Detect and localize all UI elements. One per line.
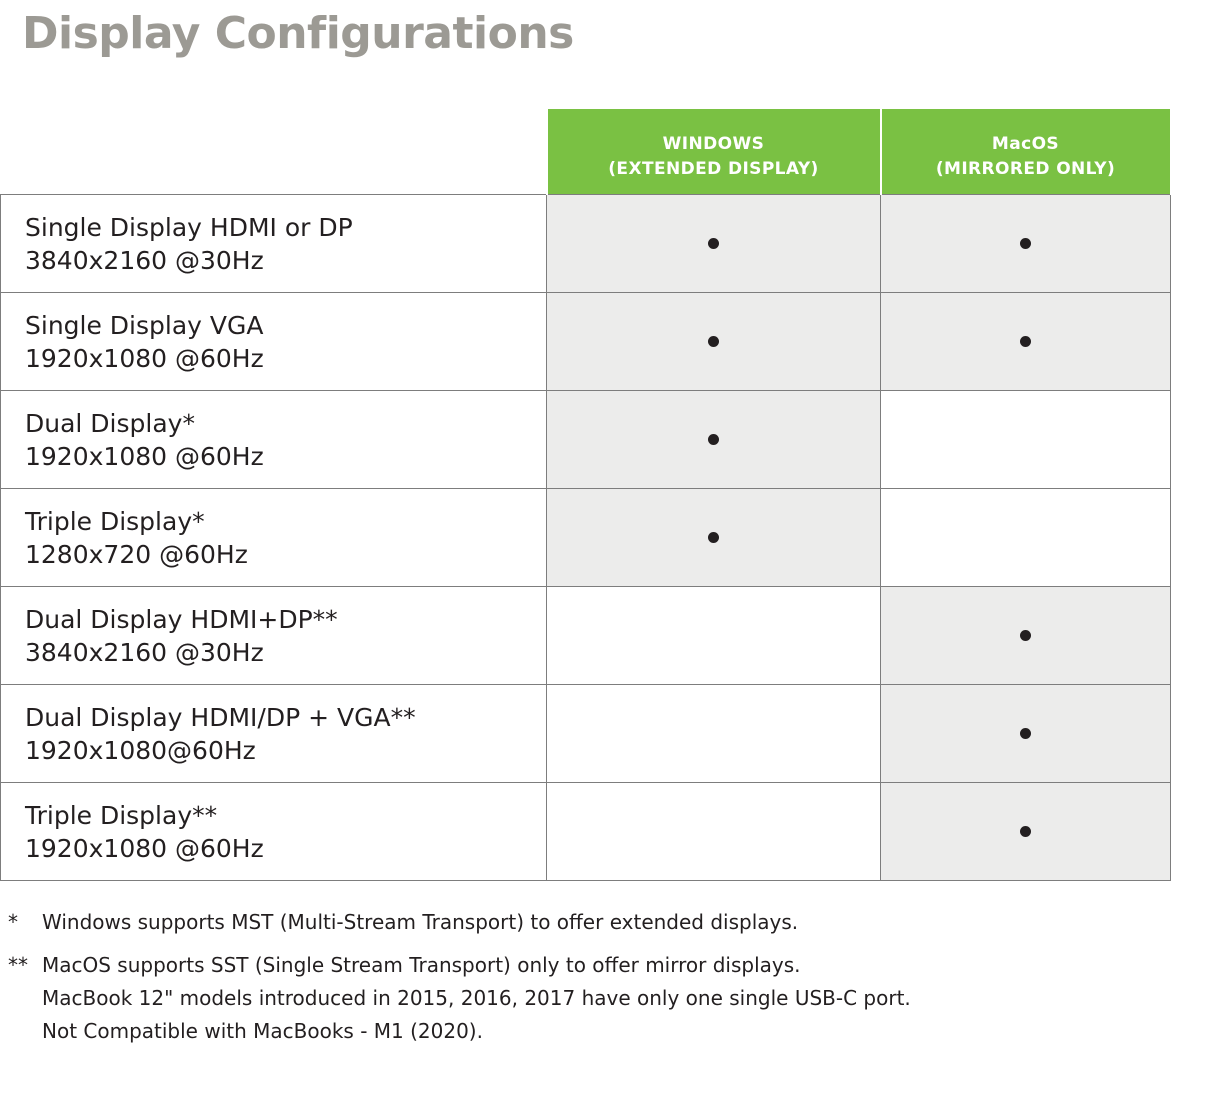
footnote-line: Windows supports MST (Multi-Stream Transport) to offer extended displays. <box>42 910 799 935</box>
display-configurations-table <box>0 109 1172 882</box>
footnote-marker: * <box>8 910 18 935</box>
header-windows-sub: (EXTENDED DISPLAY) <box>608 158 819 179</box>
cell-windows-support <box>547 685 881 783</box>
footnote-line: Not Compatible with MacBooks - M1 (2020). <box>42 1019 483 1044</box>
row-config-name: Single Display VGA <box>25 310 264 340</box>
row-config-resolution: 1920x1080 @60Hz <box>25 441 264 471</box>
table-body <box>1 195 1171 881</box>
row-config-name: Triple Display** <box>25 800 218 830</box>
header-macos-sub: (MIRRORED ONLY) <box>935 158 1116 179</box>
support-dot-icon <box>708 434 719 445</box>
table-header <box>1 109 1171 195</box>
row-config-resolution: 1920x1080 @60Hz <box>25 833 264 863</box>
header-cell-windows <box>547 109 881 195</box>
row-config-name: Triple Display* <box>25 506 205 536</box>
cell-macos-support <box>881 195 1171 293</box>
table-row <box>1 783 1171 881</box>
support-dot-icon <box>1020 728 1031 739</box>
footnote-marker: ** <box>8 953 28 978</box>
table-row <box>1 195 1171 293</box>
header-macos-name: MacOS <box>991 134 1060 155</box>
cell-windows-support <box>547 293 881 391</box>
row-config-name: Dual Display HDMI/DP + VGA** <box>25 702 416 732</box>
cell-macos-support <box>881 783 1171 881</box>
support-dot-icon <box>708 336 719 347</box>
display-configurations-page <box>0 8 1214 1116</box>
support-dot-icon <box>708 532 719 543</box>
page-title: Display Configurations <box>22 8 574 59</box>
header-windows-name: WINDOWS <box>662 134 765 155</box>
support-dot-icon <box>1020 238 1031 249</box>
table-row <box>1 587 1171 685</box>
footnote-double-star <box>8 950 1174 1049</box>
footnote-line: MacBook 12" models introduced in 2015, 2016, 2017 have only one single USB-C port. <box>42 986 911 1011</box>
cell-windows-support <box>547 195 881 293</box>
footnote-text <box>42 950 1174 1049</box>
row-config-resolution: 1920x1080@60Hz <box>25 735 256 765</box>
footnotes <box>8 907 1214 1049</box>
cell-macos-support <box>881 391 1171 489</box>
cell-macos-support <box>881 685 1171 783</box>
row-config-resolution: 1280x720 @60Hz <box>25 539 248 569</box>
header-cell-blank <box>1 109 547 195</box>
row-config-name: Dual Display* <box>25 408 195 438</box>
cell-macos-support <box>881 293 1171 391</box>
cell-windows-support <box>547 587 881 685</box>
footnote-text <box>42 907 1174 940</box>
row-config-name: Dual Display HDMI+DP** <box>25 604 338 634</box>
support-dot-icon <box>1020 630 1031 641</box>
row-label-cell <box>1 783 547 881</box>
table-row <box>1 685 1171 783</box>
row-label-cell <box>1 195 547 293</box>
cell-windows-support <box>547 783 881 881</box>
footnote-single-star <box>8 907 1174 940</box>
row-config-resolution: 1920x1080 @60Hz <box>25 343 264 373</box>
row-label-cell <box>1 685 547 783</box>
footnote-line: MacOS supports SST (Single Stream Transport) only to offer mirror displays. <box>42 953 801 978</box>
header-cell-macos <box>881 109 1171 195</box>
support-dot-icon <box>708 238 719 249</box>
cell-macos-support <box>881 587 1171 685</box>
table-row <box>1 293 1171 391</box>
row-label-cell <box>1 391 547 489</box>
cell-macos-support <box>881 489 1171 587</box>
support-dot-icon <box>1020 826 1031 837</box>
cell-windows-support <box>547 489 881 587</box>
table-row <box>1 489 1171 587</box>
row-config-name: Single Display HDMI or DP <box>25 212 353 242</box>
table-row <box>1 391 1171 489</box>
support-dot-icon <box>1020 336 1031 347</box>
display-configurations-table-wrap <box>0 109 1214 882</box>
row-label-cell <box>1 489 547 587</box>
row-label-cell <box>1 293 547 391</box>
row-label-cell <box>1 587 547 685</box>
row-config-resolution: 3840x2160 @30Hz <box>25 637 264 667</box>
cell-windows-support <box>547 391 881 489</box>
row-config-resolution: 3840x2160 @30Hz <box>25 245 264 275</box>
